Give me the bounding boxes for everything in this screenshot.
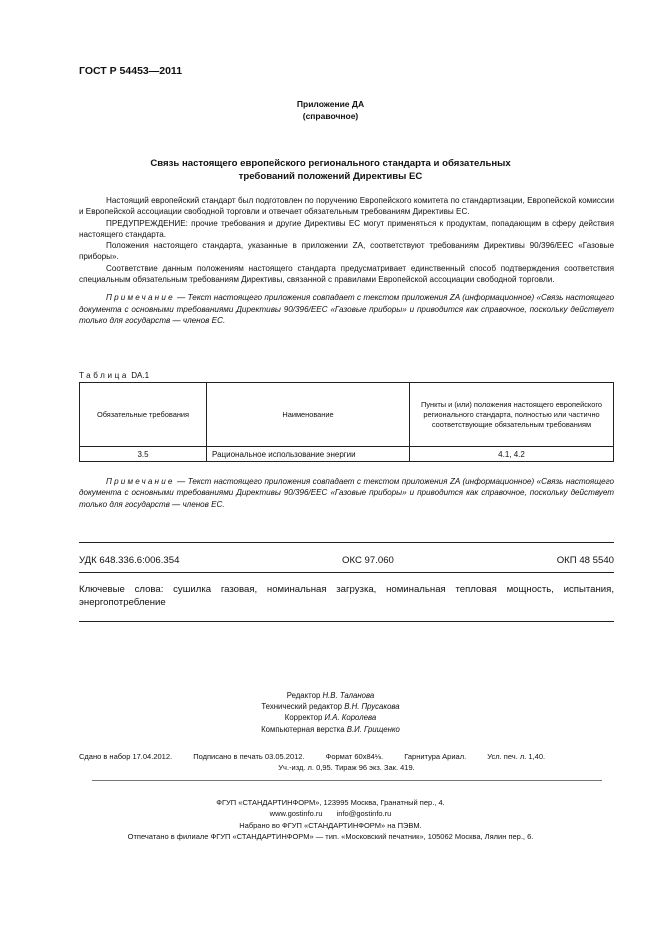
standard-header: ГОСТ Р 54453—2011 [79, 65, 183, 77]
footer-printed: Отпечатано в филиале ФГУП «СТАНДАРТИНФОРМ» — тип. «Московский печатник», 105062 Москва, Лялин пер., 6. [127, 832, 534, 842]
table-caption-label: Таблица [79, 371, 129, 380]
staff-role: Компьютерная верстка [261, 724, 345, 734]
annex-note [79, 292, 614, 326]
annex-note-text: — Текст настоящего приложения совпадает с текстом приложения ZA (информационное) «Связь настоящего документа с основными требованиями Директивы 90/396/EEC «Газовые приборы» и приводится как справочное, поскольку действует только для государств — членов ЕС. [79, 293, 614, 325]
header-requirements: Обязательные требования [80, 383, 207, 447]
publisher-footer [0, 797, 661, 843]
footer-email: info@gostinfo.ru [336, 809, 392, 819]
annex-heading [0, 98, 661, 122]
staff-name: Н.В. Таланова [322, 691, 375, 700]
header-name: Наименование [207, 383, 410, 447]
table-row [80, 447, 614, 462]
classification-codes [79, 555, 614, 566]
divider-footer [92, 780, 602, 781]
staff-editor [0, 690, 661, 701]
pub-line-2: Уч.-изд. л. 0,95. Тираж 96 экз. Зак. 419. [278, 763, 415, 773]
staff-name: В.И. Грищенко [346, 724, 400, 734]
paragraph-3: Положения настоящего стандарта, указанные в приложении ZA, соответствуют требованиям Директивы 90/396/EEC «Газовые приборы». [79, 241, 614, 262]
paragraph-2: ПРЕДУПРЕЖДЕНИЕ: прочие требования и другие Директивы ЕС могут применяться к продуктам, попадающим в сферу действия настоящего стандарта. [79, 218, 614, 239]
cell-name: Рациональное использование энергии [207, 447, 410, 462]
divider-codes [79, 572, 614, 573]
publication-info [79, 751, 614, 774]
footer-website: www.gostinfo.ru [269, 809, 323, 819]
footer-address: ФГУП «СТАНДАРТИНФОРМ», 123995 Москва, Гранатный пер., 4. [216, 798, 445, 807]
pub-sent: Сдано в набор 17.04.2012. [79, 752, 173, 761]
pub-signed: Подписано в печать 03.05.2012. [193, 752, 305, 761]
section-title [60, 157, 601, 183]
section-title-line2: требований положений Директивы ЕС [238, 171, 423, 182]
staff-role: Редактор [286, 691, 321, 700]
annex-subtitle: (справочное) [302, 111, 359, 121]
table-caption-id: DA.1 [131, 371, 150, 380]
staff-role: Корректор [284, 713, 323, 723]
divider-keywords [79, 621, 614, 622]
staff-tech-editor [0, 701, 661, 712]
table-header-row [80, 383, 614, 447]
pub-format: Формат 60х84⅛. [325, 752, 384, 761]
header-clauses: Пункты и (или) положения настоящего европейского регионального стандарта, полностью или частично соответствующие обязательным требованиям [410, 383, 614, 447]
staff-layout [0, 724, 661, 735]
staff-name: И.А. Королева [324, 713, 377, 723]
footer-contacts [0, 808, 661, 819]
cell-requirement: 3.5 [80, 447, 207, 462]
body-text [79, 195, 614, 326]
section-title-line1: Связь настоящего европейского регионального стандарта и обязательных [150, 158, 511, 169]
udc-code: УДК 648.336.6:006.354 [79, 555, 180, 566]
okp-code: ОКП 48 5540 [556, 555, 614, 566]
footer-typeset: Набрано во ФГУП «СТАНДАРТИНФОРМ» на ПЭВМ. [239, 820, 422, 830]
table-caption [79, 371, 149, 380]
pub-font: Гарнитура Ариал. [404, 752, 467, 761]
staff-name: В.Н. Прусакова [344, 702, 400, 712]
table-note-label: Примечание [106, 477, 175, 486]
keywords: Ключевые слова: сушилка газовая, номинальная загрузка, номинальная тепловая мощность, испытания, энергопотребление [79, 584, 614, 608]
staff-role: Технический редактор [261, 702, 343, 712]
editorial-staff [0, 690, 661, 735]
table-note [79, 476, 614, 510]
requirements-table [79, 382, 614, 462]
annex-note-label: Примечание [106, 293, 175, 303]
paragraph-4: Соответствие данным положениям настоящего стандарта предусматривает единственный способ подтверждения соответствия специальным обязательным требованиям Директивы, связанной с правилами Европейской ассоциации свободной торговли. [79, 263, 614, 285]
publication-row-1 [79, 751, 614, 762]
oks-code: ОКС 97.060 [342, 555, 394, 566]
paragraph-1: Настоящий европейский стандарт был подготовлен по поручению Европейского комитета по стандартизации, Европейской комиссии и Европейской ассоциации свободной торговли и отвечает обязательным требованиям Директивы ЕС. [79, 196, 614, 217]
annex-title: Приложение ДА [296, 99, 365, 109]
cell-clauses: 4.1, 4.2 [410, 447, 614, 462]
table-note-text: — Текст настоящего приложения совпадает с текстом приложения ZA (информационное) «Связь настоящего документа с основными требованиями Директивы 90/396/EEC «Газовые приборы» и приводится как справочное, поскольку действует только для государств — членов ЕС. [79, 477, 614, 509]
divider-top [79, 542, 614, 543]
pub-print-sheets: Усл. печ. л. 1,40. [487, 752, 546, 761]
staff-proofreader [0, 712, 661, 723]
